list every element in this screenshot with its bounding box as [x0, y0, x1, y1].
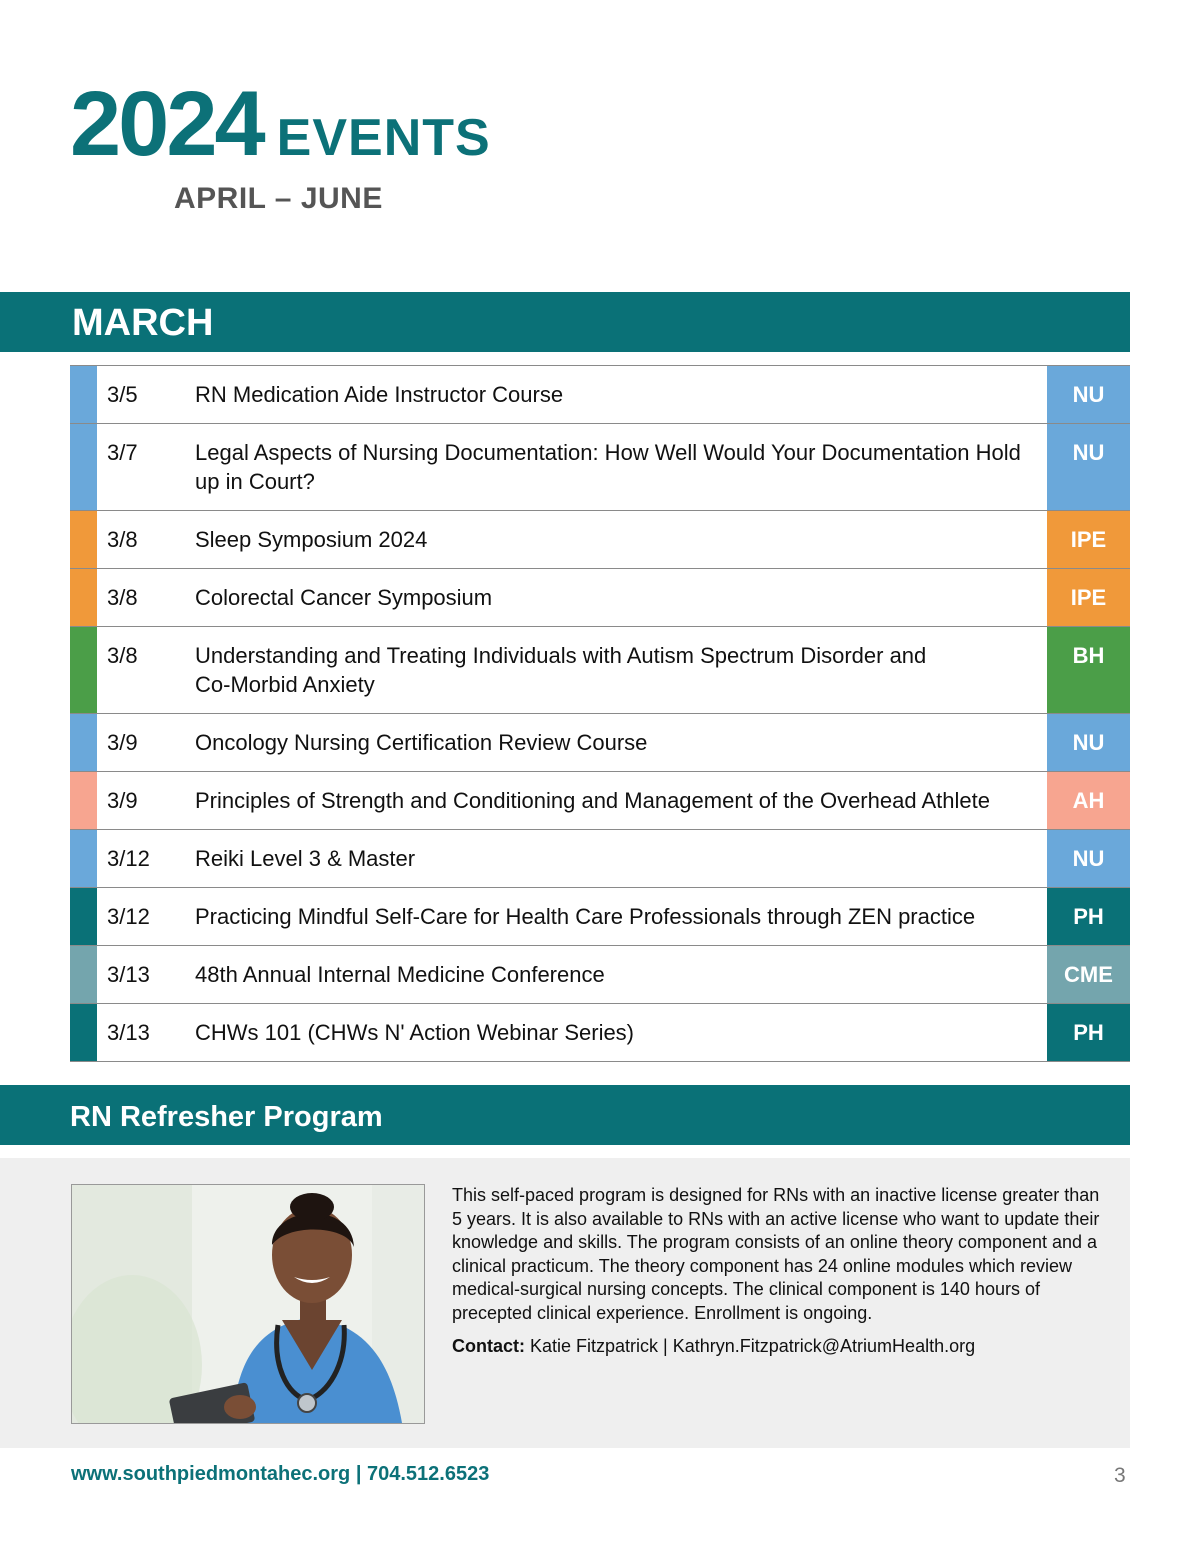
- category-color-bar: [70, 424, 97, 510]
- page-header: [70, 73, 491, 175]
- event-title[interactable]: Principles of Strength and Conditioning and Management of the Overhead Athlete: [195, 788, 990, 813]
- category-color-bar: [70, 366, 97, 423]
- event-date: 3/8: [107, 643, 138, 668]
- event-title[interactable]: Sleep Symposium 2024: [195, 527, 428, 552]
- header-subtitle: APRIL – JUNE: [174, 182, 383, 215]
- event-category-tag: NU: [1047, 424, 1130, 510]
- events-table: [70, 365, 1130, 1062]
- category-color-bar: [70, 946, 97, 1003]
- event-date: 3/12: [107, 846, 150, 871]
- month-title: MARCH: [72, 302, 214, 344]
- event-title[interactable]: Practicing Mindful Self-Care for Health Care Professionals through ZEN practice: [195, 904, 976, 929]
- program-panel: [0, 1158, 1130, 1448]
- event-date: 3/12: [107, 904, 150, 929]
- nurse-photo: [71, 1184, 425, 1424]
- event-category-tag: BH: [1047, 627, 1130, 713]
- event-date: 3/5: [107, 382, 138, 407]
- event-title[interactable]: Colorectal Cancer Symposium: [195, 585, 493, 610]
- event-category-tag: NU: [1047, 714, 1130, 771]
- event-category-tag: IPE: [1047, 569, 1130, 626]
- event-category-tag: IPE: [1047, 511, 1130, 568]
- category-color-bar: [70, 830, 97, 887]
- event-title[interactable]: RN Medication Aide Instructor Course: [195, 382, 564, 407]
- event-category-tag: AH: [1047, 772, 1130, 829]
- month-banner: [0, 292, 1130, 352]
- program-title: RN Refresher Program: [70, 1101, 383, 1133]
- event-row: [70, 713, 1130, 771]
- event-date: 3/7: [107, 440, 138, 465]
- event-row: [70, 829, 1130, 887]
- event-date: 3/9: [107, 788, 138, 813]
- event-category-tag: PH: [1047, 888, 1130, 945]
- footer-website-phone: www.southpiedmontahec.org | 704.512.6523: [71, 1463, 490, 1485]
- event-date: 3/13: [107, 962, 150, 987]
- header-year: 2024: [70, 73, 263, 175]
- program-contact: [452, 1335, 1102, 1359]
- event-category-tag: CME: [1047, 946, 1130, 1003]
- category-color-bar: [70, 511, 97, 568]
- category-color-bar: [70, 714, 97, 771]
- program-description-block: [452, 1184, 1102, 1359]
- event-date: 3/8: [107, 585, 138, 610]
- event-row: [70, 423, 1130, 510]
- event-title[interactable]: Reiki Level 3 & Master: [195, 846, 416, 871]
- event-category-tag: PH: [1047, 1004, 1130, 1061]
- event-row: [70, 510, 1130, 568]
- event-row: [70, 626, 1130, 713]
- event-row: [70, 365, 1130, 423]
- event-row: [70, 1003, 1130, 1061]
- category-color-bar: [70, 772, 97, 829]
- category-color-bar: [70, 1004, 97, 1061]
- event-title[interactable]: Understanding and Treating Individuals with Autism Spectrum Disorder and Co-Morbid Anxiety: [195, 643, 927, 697]
- event-category-tag: NU: [1047, 830, 1130, 887]
- page-number: 3: [1114, 1464, 1126, 1487]
- contact-label: Contact:: [452, 1336, 525, 1356]
- program-description: This self-paced program is designed for RNs with an inactive license greater than 5 years. It is also available to RNs with an active license who want to update their knowledge and skills. The program consists of an online theory component and a clinical practicum. The theory component has 24 online modules which review medical-surgical nursing concepts. The clinical component is 140 hours of precepted clinical experience. Enrollment is ongoing.: [452, 1185, 1100, 1323]
- event-date: 3/9: [107, 730, 138, 755]
- event-date: 3/8: [107, 527, 138, 552]
- event-row: [70, 771, 1130, 829]
- header-title: EVENTS: [276, 109, 491, 167]
- event-category-tag: NU: [1047, 366, 1130, 423]
- event-title[interactable]: Oncology Nursing Certification Review Course: [195, 730, 648, 755]
- event-title[interactable]: Legal Aspects of Nursing Documentation: How Well Would Your Documentation Hold up in Court?: [195, 440, 1021, 494]
- event-row: [70, 945, 1130, 1003]
- category-color-bar: [70, 888, 97, 945]
- event-title[interactable]: 48th Annual Internal Medicine Conference: [195, 962, 605, 987]
- event-row: [70, 568, 1130, 626]
- contact-value: Katie Fitzpatrick | Kathryn.Fitzpatrick@AtriumHealth.org: [530, 1336, 976, 1356]
- category-color-bar: [70, 627, 97, 713]
- event-date: 3/13: [107, 1020, 150, 1045]
- event-title[interactable]: CHWs 101 (CHWs N' Action Webinar Series): [195, 1020, 635, 1045]
- category-color-bar: [70, 569, 97, 626]
- program-banner: [0, 1085, 1130, 1145]
- event-row: [70, 887, 1130, 945]
